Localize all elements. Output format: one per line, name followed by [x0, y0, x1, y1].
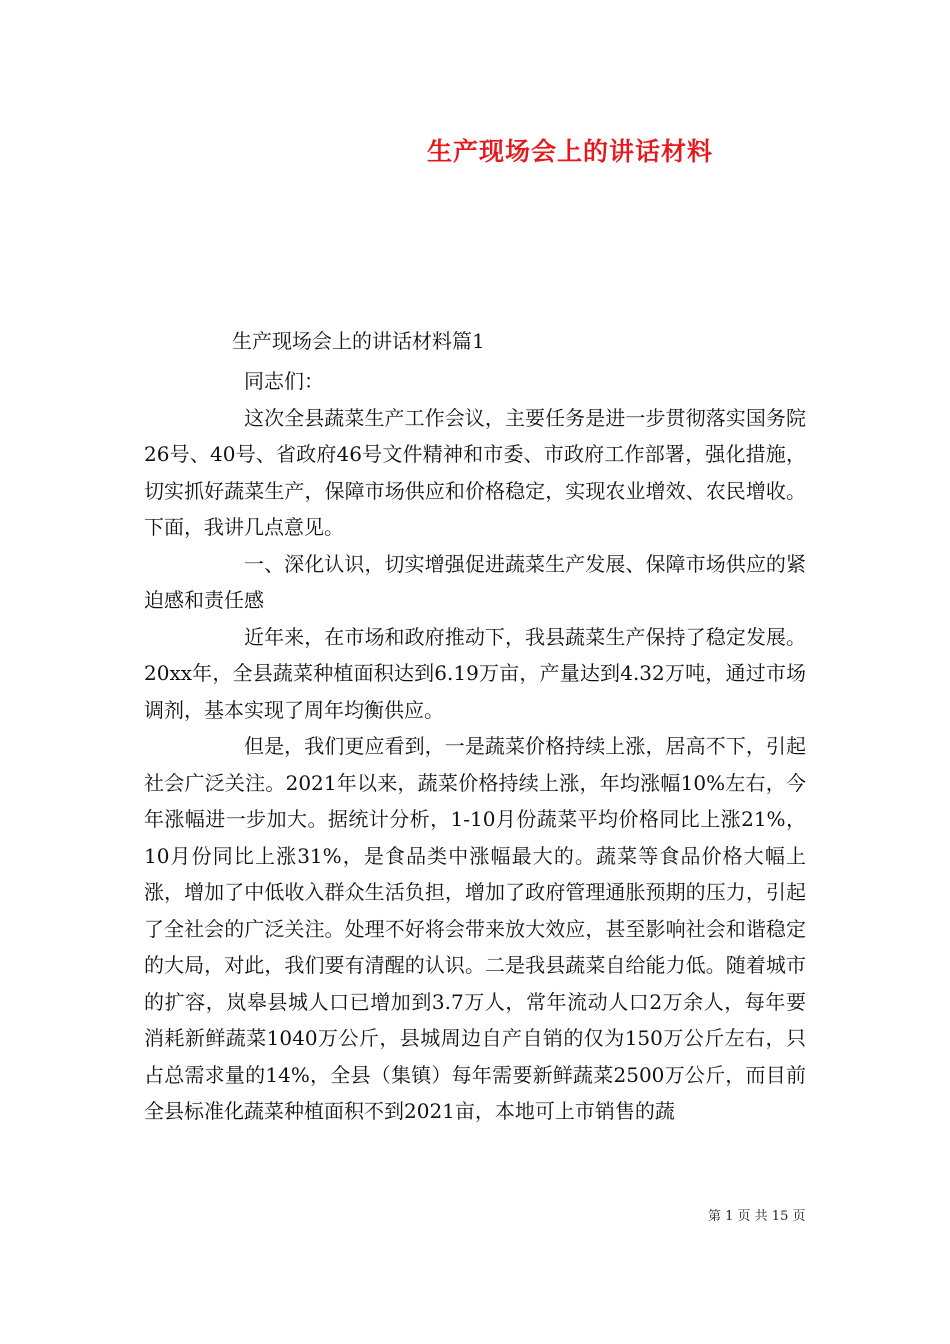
document-title: 生产现场会上的讲话材料	[426, 137, 713, 166]
greeting: 同志们：	[244, 369, 324, 393]
paragraph: 这次全县蔬菜生产工作会议，主要任务是进一步贯彻落实国务院26号、40号、省政府46号文件精神和市委、市政府工作部署，强化措施，切实抓好蔬菜生产，保障市场供应和价格稳定，实现农业增效、农民增收。下面，我讲几点意见。	[144, 405, 806, 539]
body-text	[144, 363, 806, 1130]
paragraph: 近年来，在市场和政府推动下，我县蔬菜生产保持了稳定发展。20xx年，全县蔬菜种植面积达到6.19万亩，产量达到4.32万吨，通过市场调剂，基本实现了周年均衡供应。	[144, 624, 806, 722]
section-heading: 一、深化认识，切实增强促进蔬菜生产发展、保障市场供应的紧迫感和责任感	[144, 551, 806, 612]
page-number-footer: 第 1 页 共 15 页	[708, 1209, 806, 1224]
section-subtitle: 生产现场会上的讲话材料篇1	[232, 329, 485, 353]
paragraph: 但是，我们更应看到，一是蔬菜价格持续上涨，居高不下，引起社会广泛关注。2021年以来，蔬菜价格持续上涨，年均涨幅10%左右，今年涨幅进一步加大。据统计分析，1-10月份蔬菜平均价格同比上涨21%，10月份同比上涨31%，是食品类中涨幅最大的。蔬菜等食品价格大幅上涨，增加了中低收入群众生活负担，增加了政府管理通胀预期的压力，引起了全社会的广泛关注。处理不好将会带来放大效应，甚至影响社会和谐稳定的大局，对此，我们要有清醒的认识。二是我县蔬菜自给能力低。随着城市的扩容，岚皋县城人口已增加到3.7万人，常年流动人口2万余人，每年要消耗新鲜蔬菜1040万公斤，县城周边自产自销的仅为150万公斤左右，只占总需求量的14%，全县（集镇）每年需要新鲜蔬菜2500万公斤，而目前全县标准化蔬菜种植面积不到2021亩，本地可上市销售的蔬	[144, 734, 806, 1123]
